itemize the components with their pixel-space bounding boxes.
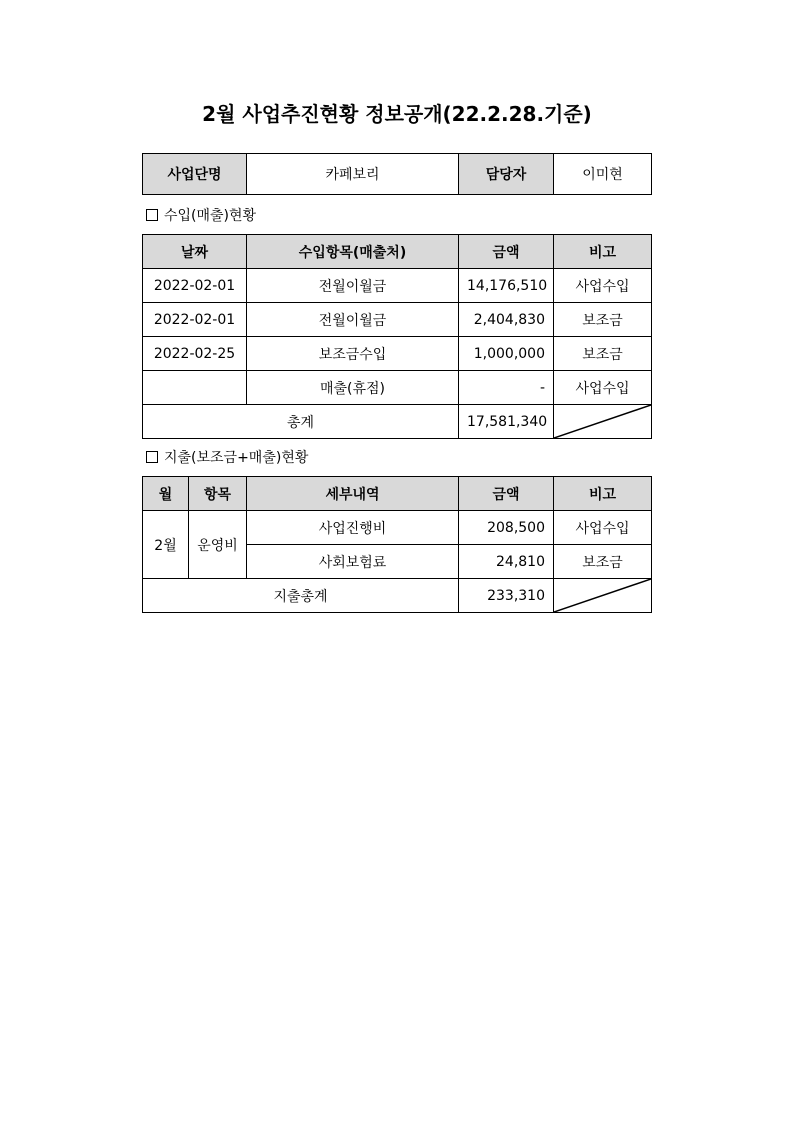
income-note: 보조금 (554, 303, 652, 337)
expense-total-label: 지출총계 (143, 579, 459, 613)
col-header-date: 날짜 (143, 235, 247, 269)
income-table (142, 234, 652, 439)
col-header-item: 수입항목(매출처) (247, 235, 459, 269)
income-section-title: 수입(매출)현황 (164, 208, 257, 224)
income-date: 2022-02-01 (143, 269, 247, 303)
table-row (143, 269, 652, 303)
income-item: 매출(휴점) (247, 371, 459, 405)
checkbox-square-icon (146, 451, 158, 463)
expense-note: 사업수입 (554, 511, 652, 545)
col-header-category: 항목 (189, 477, 247, 511)
checkbox-square-icon (146, 209, 158, 221)
income-amount: 2,404,830 (459, 303, 554, 337)
business-name-value: 카페보리 (247, 154, 459, 195)
income-item: 전월이월금 (247, 303, 459, 337)
diagonal-empty-cell (554, 579, 652, 613)
income-amount: 1,000,000 (459, 337, 554, 371)
expense-table (142, 476, 652, 613)
table-row (143, 511, 652, 545)
manager-label: 담당자 (459, 154, 554, 195)
income-amount: - (459, 371, 554, 405)
income-total-amount: 17,581,340 (459, 405, 554, 439)
expense-note: 보조금 (554, 545, 652, 579)
income-date: 2022-02-25 (143, 337, 247, 371)
income-date: 2022-02-01 (143, 303, 247, 337)
expense-total-amount: 233,310 (459, 579, 554, 613)
income-total-row (143, 405, 652, 439)
expense-amount: 208,500 (459, 511, 554, 545)
expense-amount: 24,810 (459, 545, 554, 579)
col-header-note: 비고 (554, 477, 652, 511)
table-row (143, 371, 652, 405)
income-note: 사업수입 (554, 269, 652, 303)
business-name-label: 사업단명 (143, 154, 247, 195)
table-row (143, 337, 652, 371)
col-header-detail: 세부내역 (247, 477, 459, 511)
income-note: 사업수입 (554, 371, 652, 405)
income-total-label: 총계 (143, 405, 459, 439)
expense-detail: 사업진행비 (247, 511, 459, 545)
business-info-row (143, 154, 652, 195)
income-header-row (143, 235, 652, 269)
expense-section-title: 지출(보조금+매출)현황 (164, 450, 309, 466)
income-section-heading (146, 205, 256, 225)
col-header-amount: 금액 (459, 235, 554, 269)
col-header-amount: 금액 (459, 477, 554, 511)
col-header-month: 월 (143, 477, 189, 511)
diagonal-empty-cell (554, 405, 652, 439)
expense-header-row (143, 477, 652, 511)
page-title: 2월 사업추진현황 정보공개(22.2.28.기준) (202, 102, 592, 126)
expense-category: 운영비 (189, 511, 247, 579)
expense-total-row (143, 579, 652, 613)
income-item: 보조금수입 (247, 337, 459, 371)
expense-month: 2월 (143, 511, 189, 579)
income-amount: 14,176,510 (459, 269, 554, 303)
table-row (143, 303, 652, 337)
income-item: 전월이월금 (247, 269, 459, 303)
manager-value: 이미현 (554, 154, 652, 195)
income-date (143, 371, 247, 405)
business-info-table (142, 153, 652, 195)
col-header-note: 비고 (554, 235, 652, 269)
income-note: 보조금 (554, 337, 652, 371)
expense-detail: 사회보험료 (247, 545, 459, 579)
expense-section-heading (146, 447, 308, 467)
